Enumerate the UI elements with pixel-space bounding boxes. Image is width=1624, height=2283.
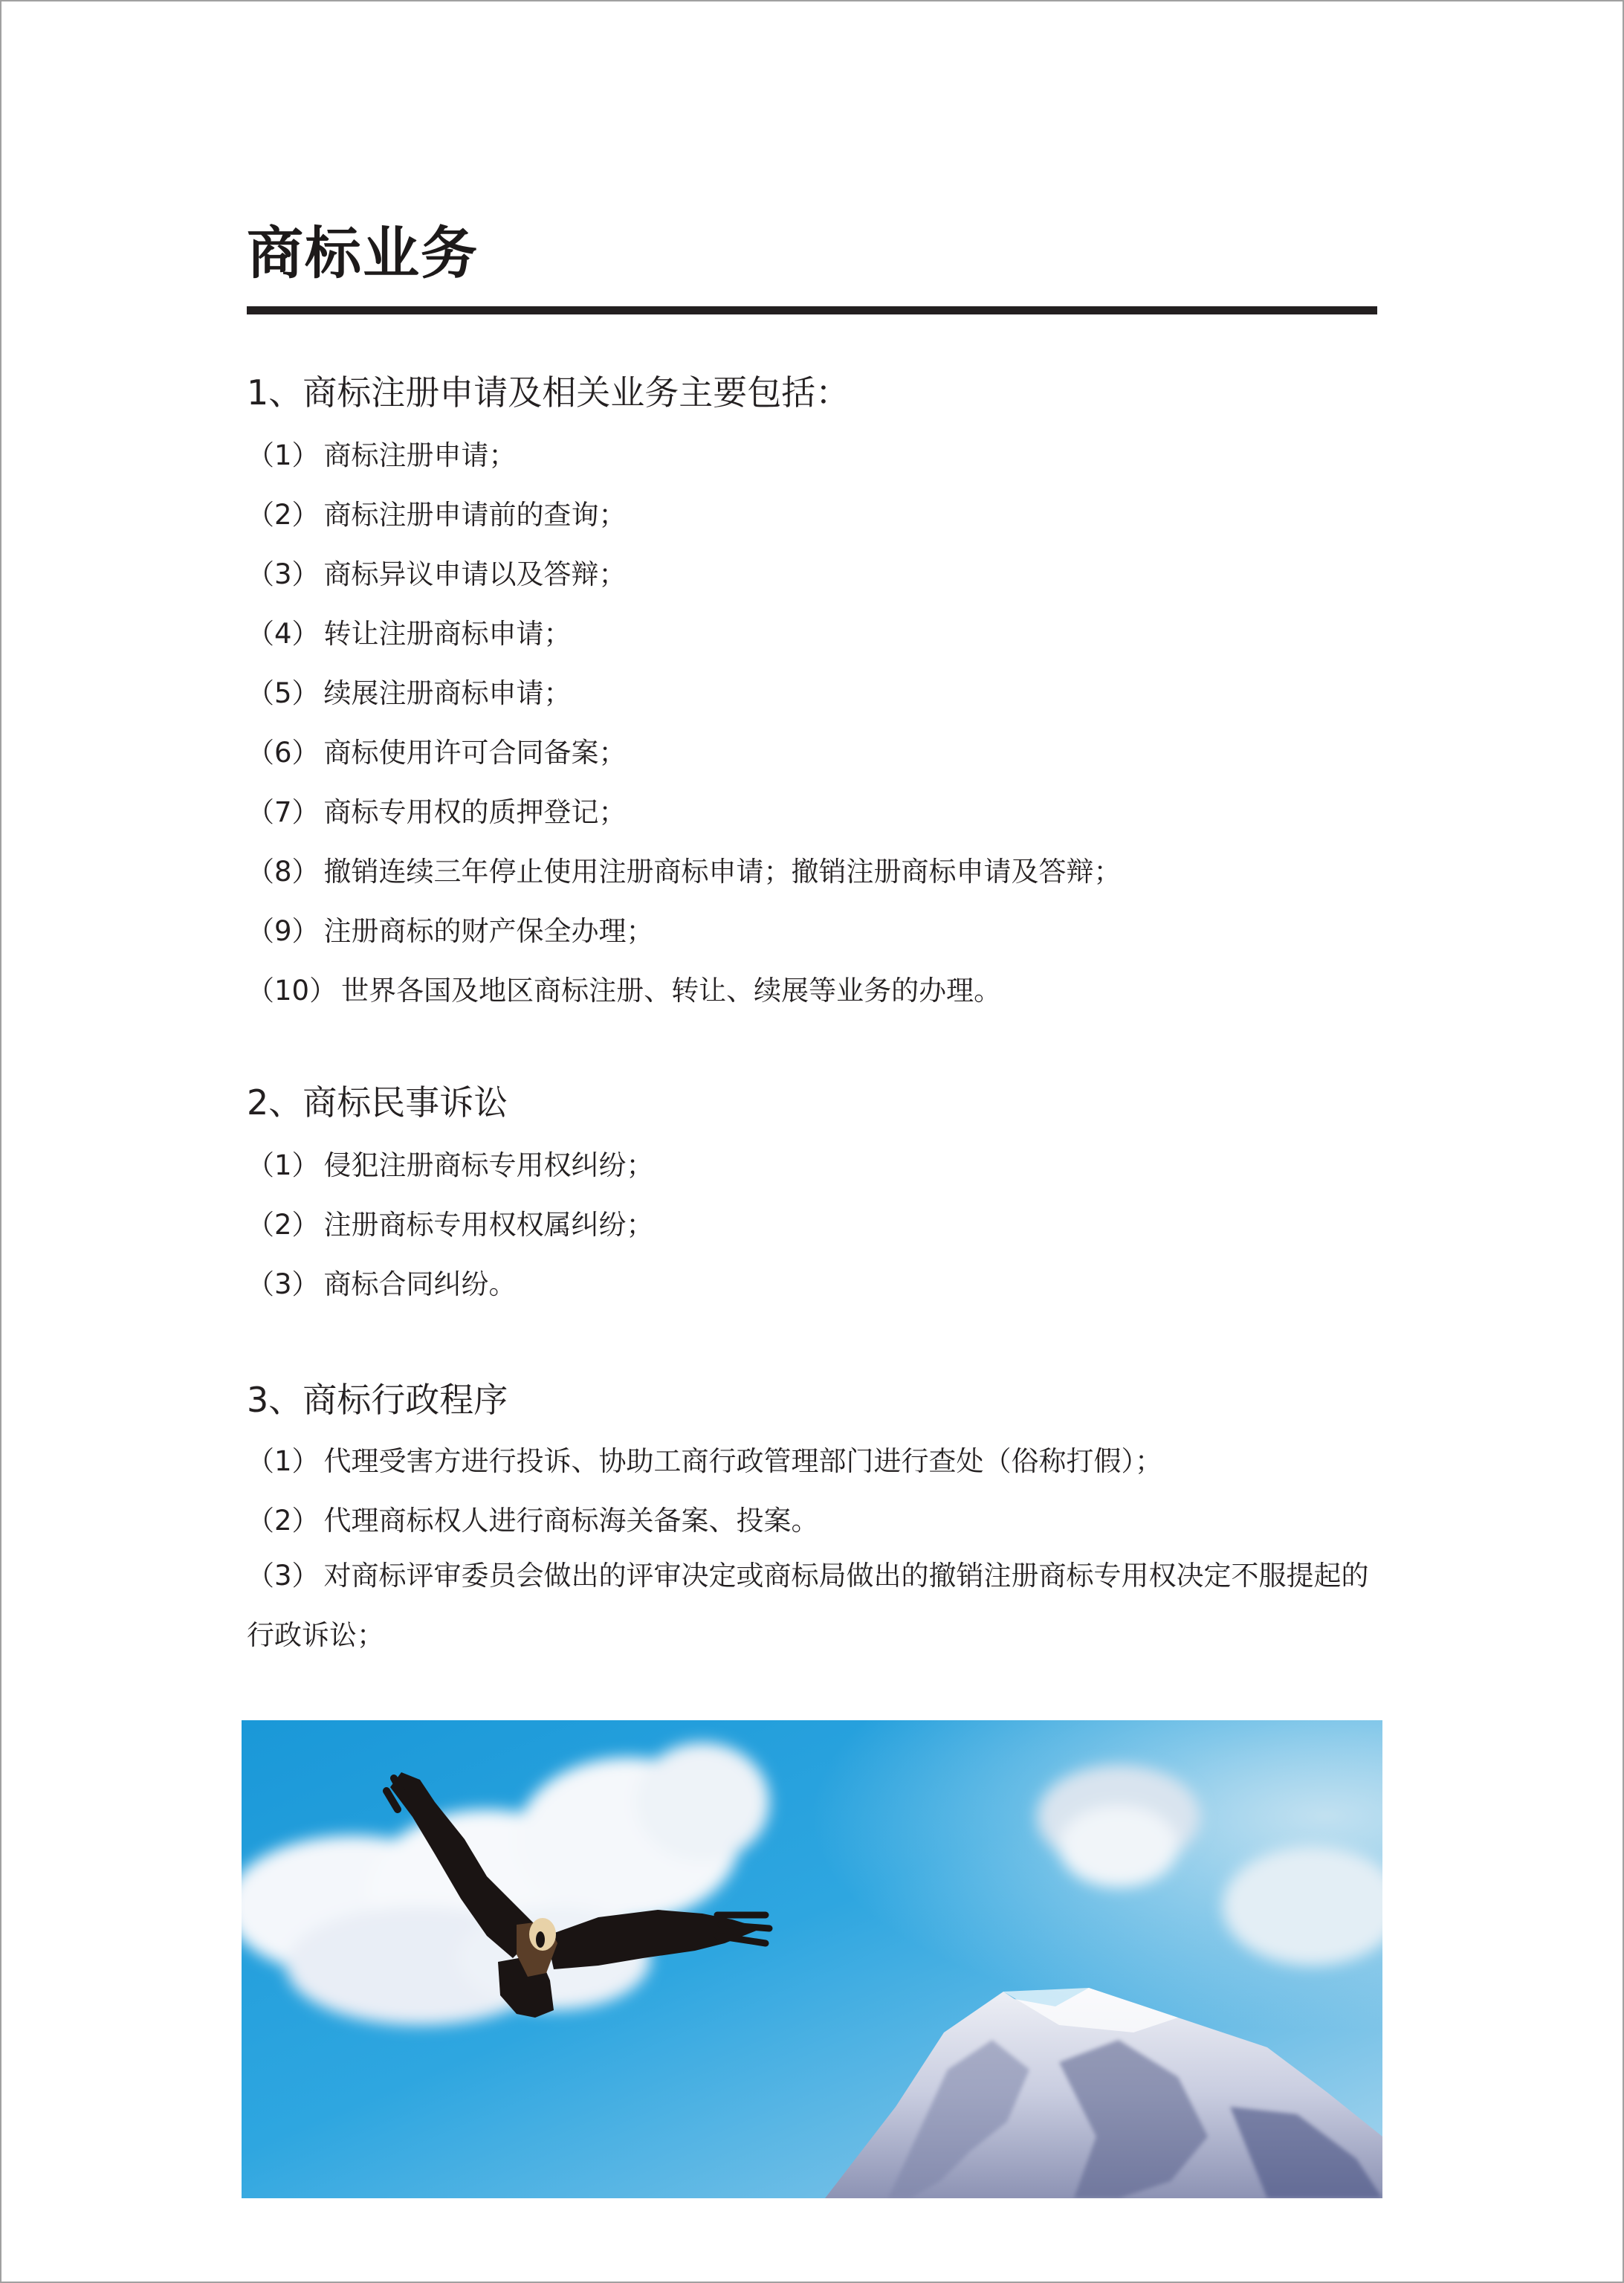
- item-text: 商标使用许可合同备案；: [323, 737, 627, 769]
- item-number: （3）: [247, 1560, 320, 1592]
- item-number: （2）: [247, 1209, 320, 1241]
- list-item: [247, 439, 517, 473]
- list-item: [247, 498, 627, 532]
- item-number: （1）: [247, 439, 320, 471]
- section-heading-registration: 1、商标注册申请及相关业务主要包括：: [247, 372, 850, 413]
- list-item: [247, 1444, 1162, 1479]
- item-text: 注册商标的财产保全办理；: [323, 915, 654, 947]
- eagle-mountain-photo: [242, 1720, 1382, 2198]
- list-item: [247, 1546, 1391, 1665]
- item-number: （9）: [247, 915, 320, 947]
- page-title: 商标业务: [247, 220, 479, 286]
- item-number: （1）: [247, 1445, 320, 1477]
- list-item: [247, 974, 1001, 1008]
- item-text: 续展注册商标申请；: [323, 677, 572, 709]
- list-item: [247, 914, 654, 949]
- item-number: （2）: [247, 1505, 320, 1537]
- section-heading-civil-litigation: 2、商标民事诉讼: [247, 1082, 508, 1123]
- item-number: （4）: [247, 618, 320, 650]
- item-number: （10）: [247, 975, 337, 1007]
- item-text: 转让注册商标申请；: [323, 618, 572, 650]
- item-number: （7）: [247, 796, 320, 828]
- item-text: 撤销连续三年停止使用注册商标申请；撤销注册商标申请及答辩；: [323, 856, 1122, 888]
- list-item: [247, 1208, 654, 1242]
- item-text: 对商标评审委员会做出的评审决定或商标局做出的撤销注册商标专用权决定不服提起的行政诉讼；: [247, 1560, 1369, 1651]
- list-item: [247, 1504, 819, 1538]
- item-number: （2）: [247, 499, 320, 531]
- item-text: 商标注册申请；: [323, 439, 517, 471]
- section-heading-administrative: 3、商标行政程序: [247, 1380, 508, 1420]
- item-number: （5）: [247, 677, 320, 709]
- list-item: [247, 1149, 654, 1183]
- item-text: 侵犯注册商标专用权纠纷；: [323, 1149, 654, 1181]
- item-text: 商标注册申请前的查询；: [323, 499, 627, 531]
- list-item: [247, 1268, 517, 1302]
- item-text: 注册商标专用权权属纠纷；: [323, 1209, 654, 1241]
- item-text: 商标专用权的质押登记；: [323, 796, 627, 828]
- item-text: 商标异议申请以及答辩；: [323, 558, 627, 590]
- item-text: 代理商标权人进行商标海关备案、投案。: [323, 1505, 819, 1537]
- item-text: 世界各国及地区商标注册、转让、续展等业务的办理。: [341, 975, 1002, 1007]
- list-item: [247, 617, 572, 651]
- list-item: [247, 558, 627, 592]
- list-item: [247, 855, 1122, 889]
- list-item: [247, 736, 627, 770]
- item-number: （3）: [247, 558, 320, 590]
- item-number: （6）: [247, 737, 320, 769]
- item-text: 商标合同纠纷。: [323, 1268, 517, 1300]
- item-text: 代理受害方进行投诉、协助工商行政管理部门进行查处（俗称打假）；: [323, 1445, 1163, 1477]
- item-number: （3）: [247, 1268, 320, 1300]
- list-item: [247, 676, 572, 711]
- title-divider: [247, 306, 1377, 314]
- item-number: （8）: [247, 856, 320, 888]
- list-item: [247, 795, 627, 830]
- item-number: （1）: [247, 1149, 320, 1181]
